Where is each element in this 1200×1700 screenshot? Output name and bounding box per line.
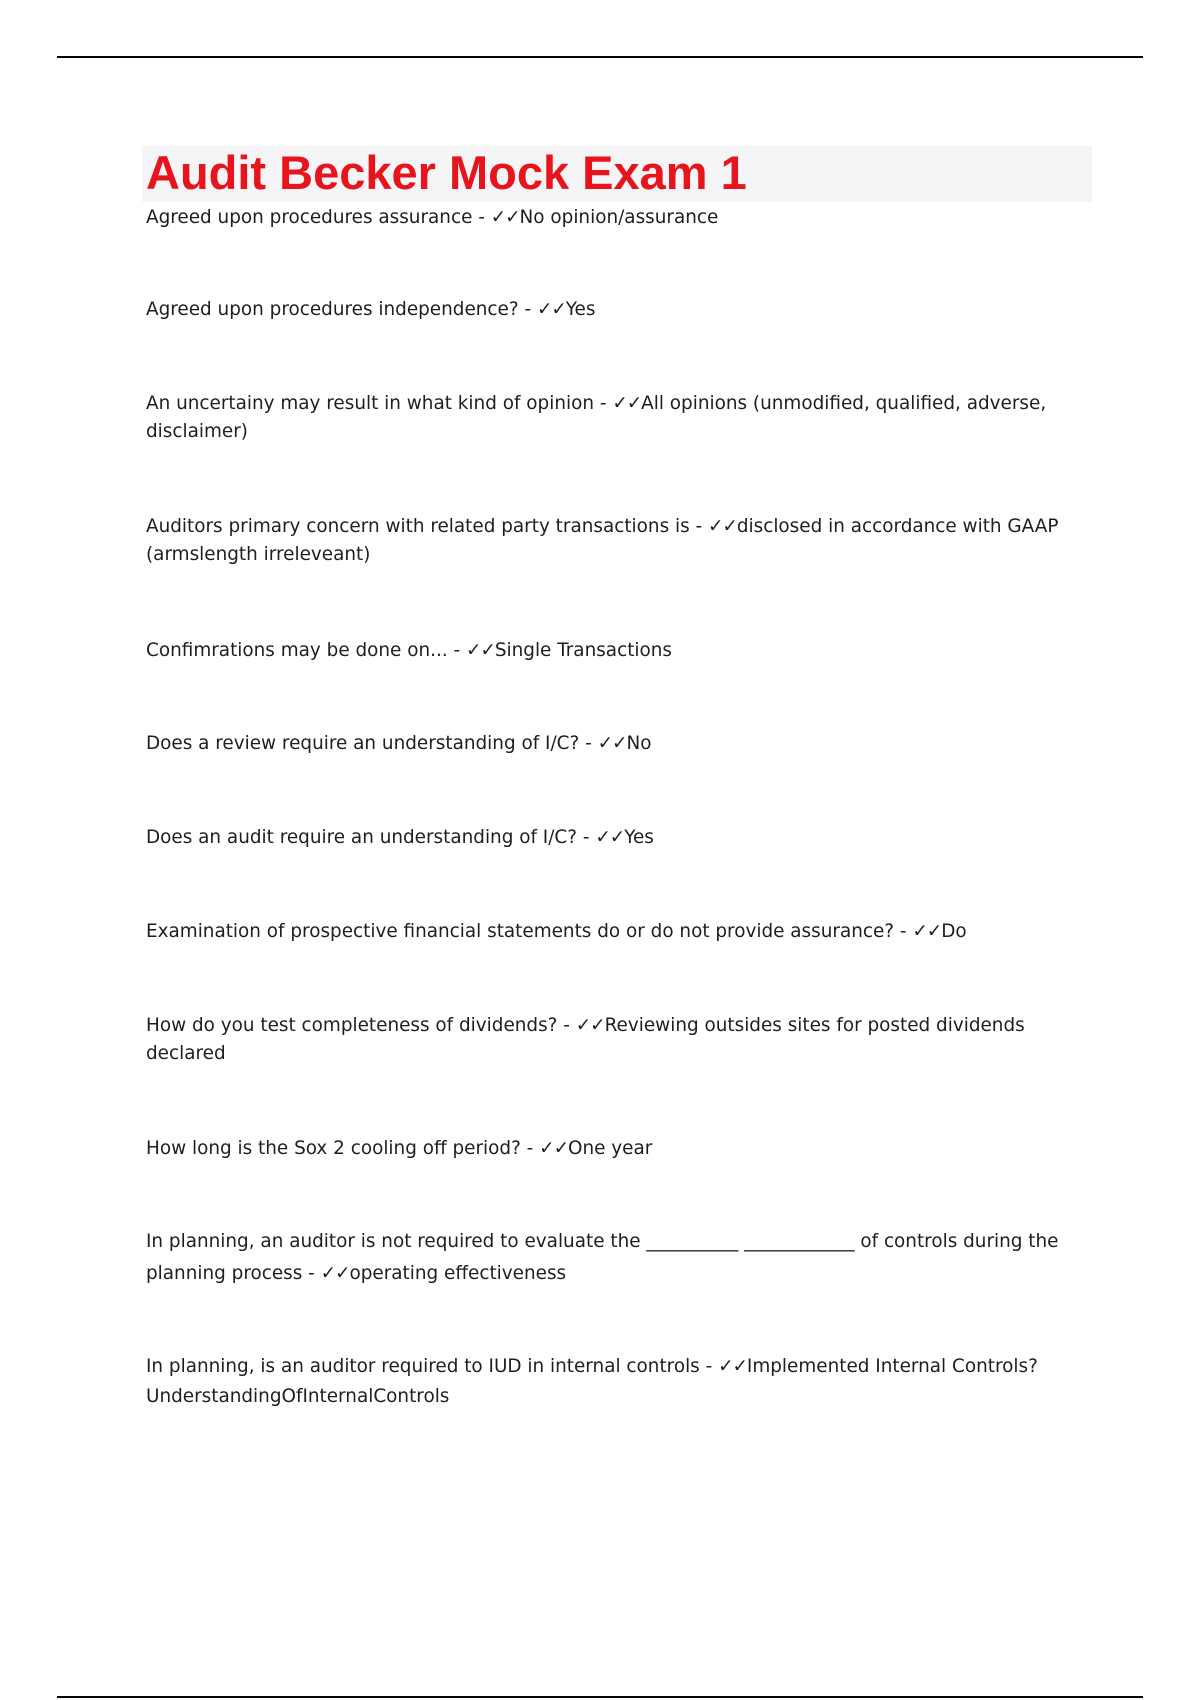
check-icon: ✓✓ bbox=[612, 393, 642, 414]
answer-text: operating effectiveness bbox=[349, 1263, 567, 1284]
separator: - bbox=[557, 1015, 576, 1036]
qa-item bbox=[146, 730, 1092, 758]
header-rule bbox=[57, 56, 1143, 58]
answer-text: Yes bbox=[624, 827, 654, 848]
separator: - bbox=[689, 516, 709, 537]
check-icon: ✓✓ bbox=[595, 827, 625, 848]
check-icon: ✓✓ bbox=[466, 640, 495, 661]
qa-item bbox=[146, 1352, 1092, 1412]
question-text: Agreed upon procedures independence? bbox=[146, 299, 519, 320]
check-icon: ✓✓ bbox=[536, 299, 566, 320]
qa-item bbox=[146, 204, 1092, 232]
qa-item bbox=[146, 390, 1092, 446]
check-icon: ✓✓ bbox=[597, 733, 627, 754]
footer-rule bbox=[57, 1696, 1143, 1698]
separator: - bbox=[302, 1263, 321, 1284]
separator: - bbox=[894, 921, 913, 942]
document-title: Audit Becker Mock Exam 1 bbox=[146, 146, 747, 199]
qa-item bbox=[146, 637, 1092, 665]
separator: - bbox=[520, 1138, 540, 1159]
separator: - bbox=[472, 207, 491, 228]
answer-text: Single Transactions bbox=[494, 640, 672, 661]
answer-text: Reviewing outsides sites for posted dividends declared bbox=[146, 1015, 1025, 1064]
separator: - bbox=[447, 640, 466, 661]
question-text: How long is the Sox 2 cooling off period? bbox=[146, 1138, 521, 1159]
check-icon: ✓✓ bbox=[912, 921, 942, 942]
separator: - bbox=[594, 393, 613, 414]
answer-text: Implemented Internal Controls? UnderstandingOfInternalControls bbox=[146, 1356, 1038, 1407]
answer-text: Do bbox=[941, 921, 967, 942]
question-text: How do you test completeness of dividends? bbox=[146, 1015, 558, 1036]
qa-item bbox=[146, 824, 1092, 852]
check-icon: ✓✓ bbox=[575, 1015, 605, 1036]
qa-item bbox=[146, 1226, 1092, 1290]
check-icon: ✓✓ bbox=[718, 1356, 747, 1377]
check-icon: ✓✓ bbox=[539, 1138, 568, 1159]
answer-text: All opinions (unmodified, qualified, adverse, disclaimer) bbox=[146, 393, 1047, 442]
answer-text: No opinion/assurance bbox=[519, 207, 719, 228]
separator: - bbox=[699, 1356, 719, 1377]
question-text: Does an audit require an understanding of I/C? bbox=[146, 827, 578, 848]
question-text: Examination of prospective financial statements do or do not provide assurance? bbox=[146, 921, 895, 942]
answer-text: disclosed in accordance with GAAP (armslength irreleveant) bbox=[146, 516, 1059, 565]
answer-text: One year bbox=[567, 1138, 653, 1159]
question-text: In planning, is an auditor required to IUD in internal controls bbox=[146, 1356, 700, 1377]
separator: - bbox=[579, 733, 598, 754]
qa-item bbox=[146, 513, 1092, 569]
qa-item bbox=[146, 1012, 1092, 1068]
question-text: Does a review require an understanding of I/C? bbox=[146, 733, 580, 754]
check-icon: ✓✓ bbox=[490, 207, 520, 228]
answer-text: No bbox=[626, 733, 652, 754]
question-text: Agreed upon procedures assurance bbox=[146, 207, 473, 228]
question-text: In planning, an auditor is not required to evaluate the __________ ____________ of controls during the planning process bbox=[146, 1231, 1059, 1284]
question-text: Auditors primary concern with related party transactions is bbox=[146, 516, 690, 537]
question-text: An uncertainy may result in what kind of opinion bbox=[146, 393, 594, 414]
check-icon: ✓✓ bbox=[320, 1263, 350, 1284]
separator: - bbox=[518, 299, 537, 320]
qa-item bbox=[146, 1135, 1092, 1163]
check-icon: ✓✓ bbox=[708, 516, 737, 537]
qa-item bbox=[146, 918, 1092, 946]
separator: - bbox=[577, 827, 596, 848]
qa-item bbox=[146, 296, 1092, 324]
question-text: Confimrations may be done on... bbox=[146, 640, 448, 661]
answer-text: Yes bbox=[565, 299, 596, 320]
